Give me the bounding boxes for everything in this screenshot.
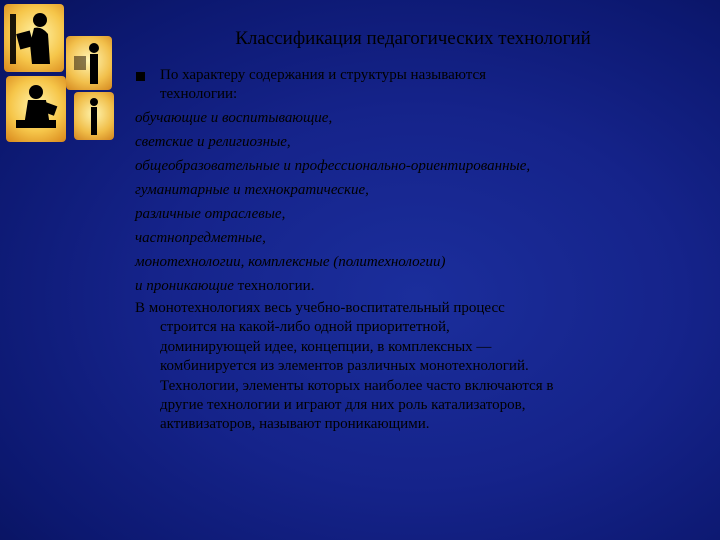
penetrating-normal: технологии. xyxy=(233,278,315,294)
category-item: различные отраслевые, xyxy=(135,206,286,222)
category-item: светские и религиозные, xyxy=(135,134,291,150)
paragraph-line: строится на какой-либо одной приоритетной, xyxy=(160,319,450,335)
paragraph-line: комбинируется из элементов различных монотехнологий. xyxy=(160,358,529,374)
category-item: гуманитарные и технократические, xyxy=(135,182,369,198)
category-item: монотехнологии, комплексные (политехнологии) xyxy=(135,254,446,270)
penetrating-technologies-line xyxy=(135,277,314,296)
category-item: общеобразовательные и профессионально-ориентированные, xyxy=(135,158,531,174)
bullet-square-icon xyxy=(136,72,145,81)
category-item: обучающие и воспитывающие, xyxy=(135,110,333,126)
category-item: частнопредметные, xyxy=(135,230,266,246)
paragraph-line: В монотехнологиях весь учебно-воспитательный процесс xyxy=(135,300,505,316)
paragraph-line: Технологии, элементы которых наиболее часто включаются в xyxy=(160,378,554,394)
bullet-text-line-1: По характеру содержания и структуры называются xyxy=(160,67,487,83)
slide-title: Классификация педагогических технологий xyxy=(235,28,591,49)
bullet-text-line-2: технологии: xyxy=(160,86,238,102)
paragraph-line: доминирующей идее, концепции, в комплексных — xyxy=(160,339,492,355)
paragraph-line: другие технологии и играют для них роль катализаторов, xyxy=(160,397,526,413)
paragraph-line: активизаторов, называют проникающими. xyxy=(160,416,430,432)
penetrating-italic: и проникающие xyxy=(135,278,234,294)
